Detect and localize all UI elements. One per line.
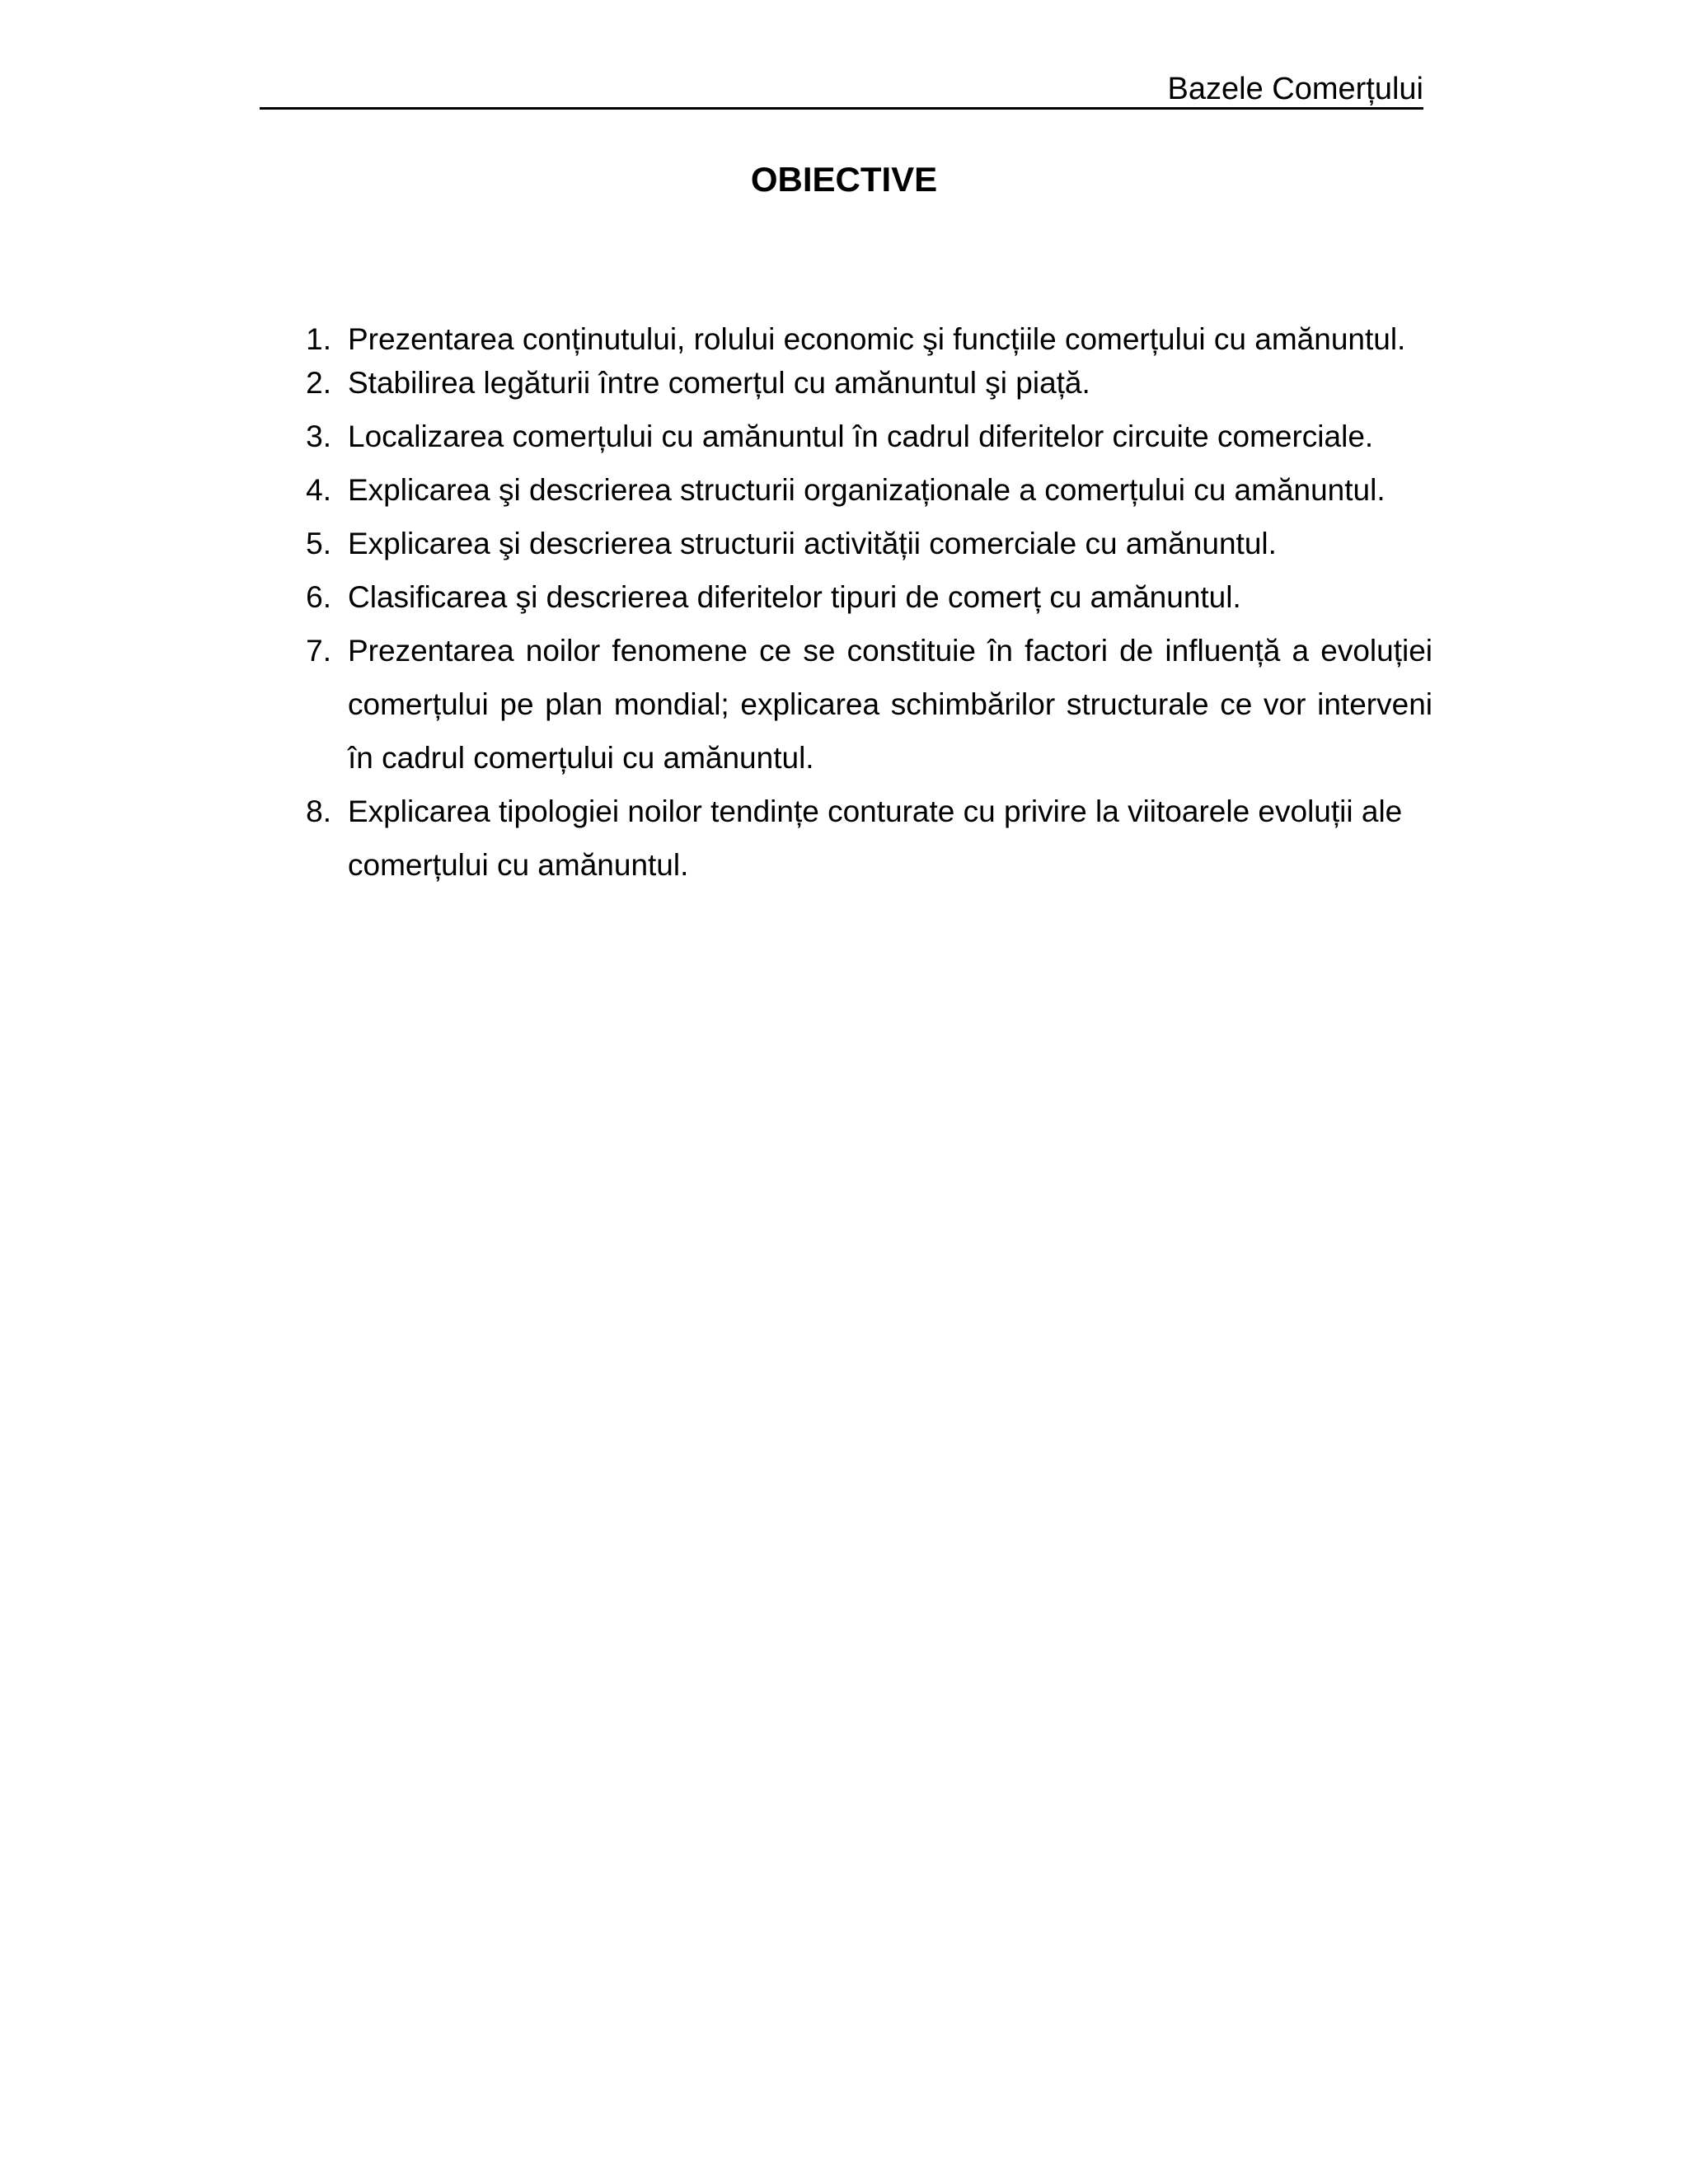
list-item xyxy=(295,410,1432,463)
list-item-number: 4. xyxy=(306,473,331,507)
list-item xyxy=(295,356,1432,410)
list-item-text: Stabilirea legăturii între comerțul cu amănuntul şi piață. xyxy=(348,366,1090,400)
list-item xyxy=(295,624,1432,785)
list-item xyxy=(295,463,1432,517)
list-item-number: 6. xyxy=(306,580,331,614)
list-item-number: 5. xyxy=(306,527,331,560)
list-item xyxy=(295,570,1432,624)
list-item-text: Explicarea tipologiei noilor tendințe conturate cu privire la viitoarele evoluții ale comerțului cu amănuntul. xyxy=(348,794,1403,882)
list-item-text: Localizarea comerțului cu amănuntul în cadrul diferitelor circuite comerciale. xyxy=(348,419,1374,453)
page-title: OBIECTIVE xyxy=(750,160,938,199)
list-item xyxy=(295,517,1432,570)
list-item-number: 1. xyxy=(306,322,331,356)
list-item-text: Prezentarea noilor fenomene ce se constituie în factori de influență a evoluției comerțului pe plan mondial; explicarea schimbărilor structurale ce vor interveni în cadrul comerțului cu amănuntul. xyxy=(348,634,1432,775)
list-item-number: 8. xyxy=(306,794,331,828)
list-item-text: Explicarea şi descrierea structurii activității comerciale cu amănuntul. xyxy=(348,527,1277,560)
list-item-text: Explicarea şi descrierea structurii organizaționale a comerțului cu amănuntul. xyxy=(348,473,1386,507)
list-item-text: Prezentarea conținutului, rolului economic şi funcțiile comerțului cu amănuntul. xyxy=(348,322,1406,356)
list-item-number: 7. xyxy=(306,634,331,668)
list-item xyxy=(295,321,1432,358)
list-item xyxy=(295,785,1432,892)
objectives-list xyxy=(295,321,1432,892)
header-title: Bazele Comerțului xyxy=(1167,72,1423,106)
list-item-text: Clasificarea şi descrierea diferitelor tipuri de comerț cu amănuntul. xyxy=(348,580,1241,614)
list-item-number: 3. xyxy=(306,419,331,453)
running-header xyxy=(260,68,1423,110)
list-item-number: 2. xyxy=(306,366,331,400)
